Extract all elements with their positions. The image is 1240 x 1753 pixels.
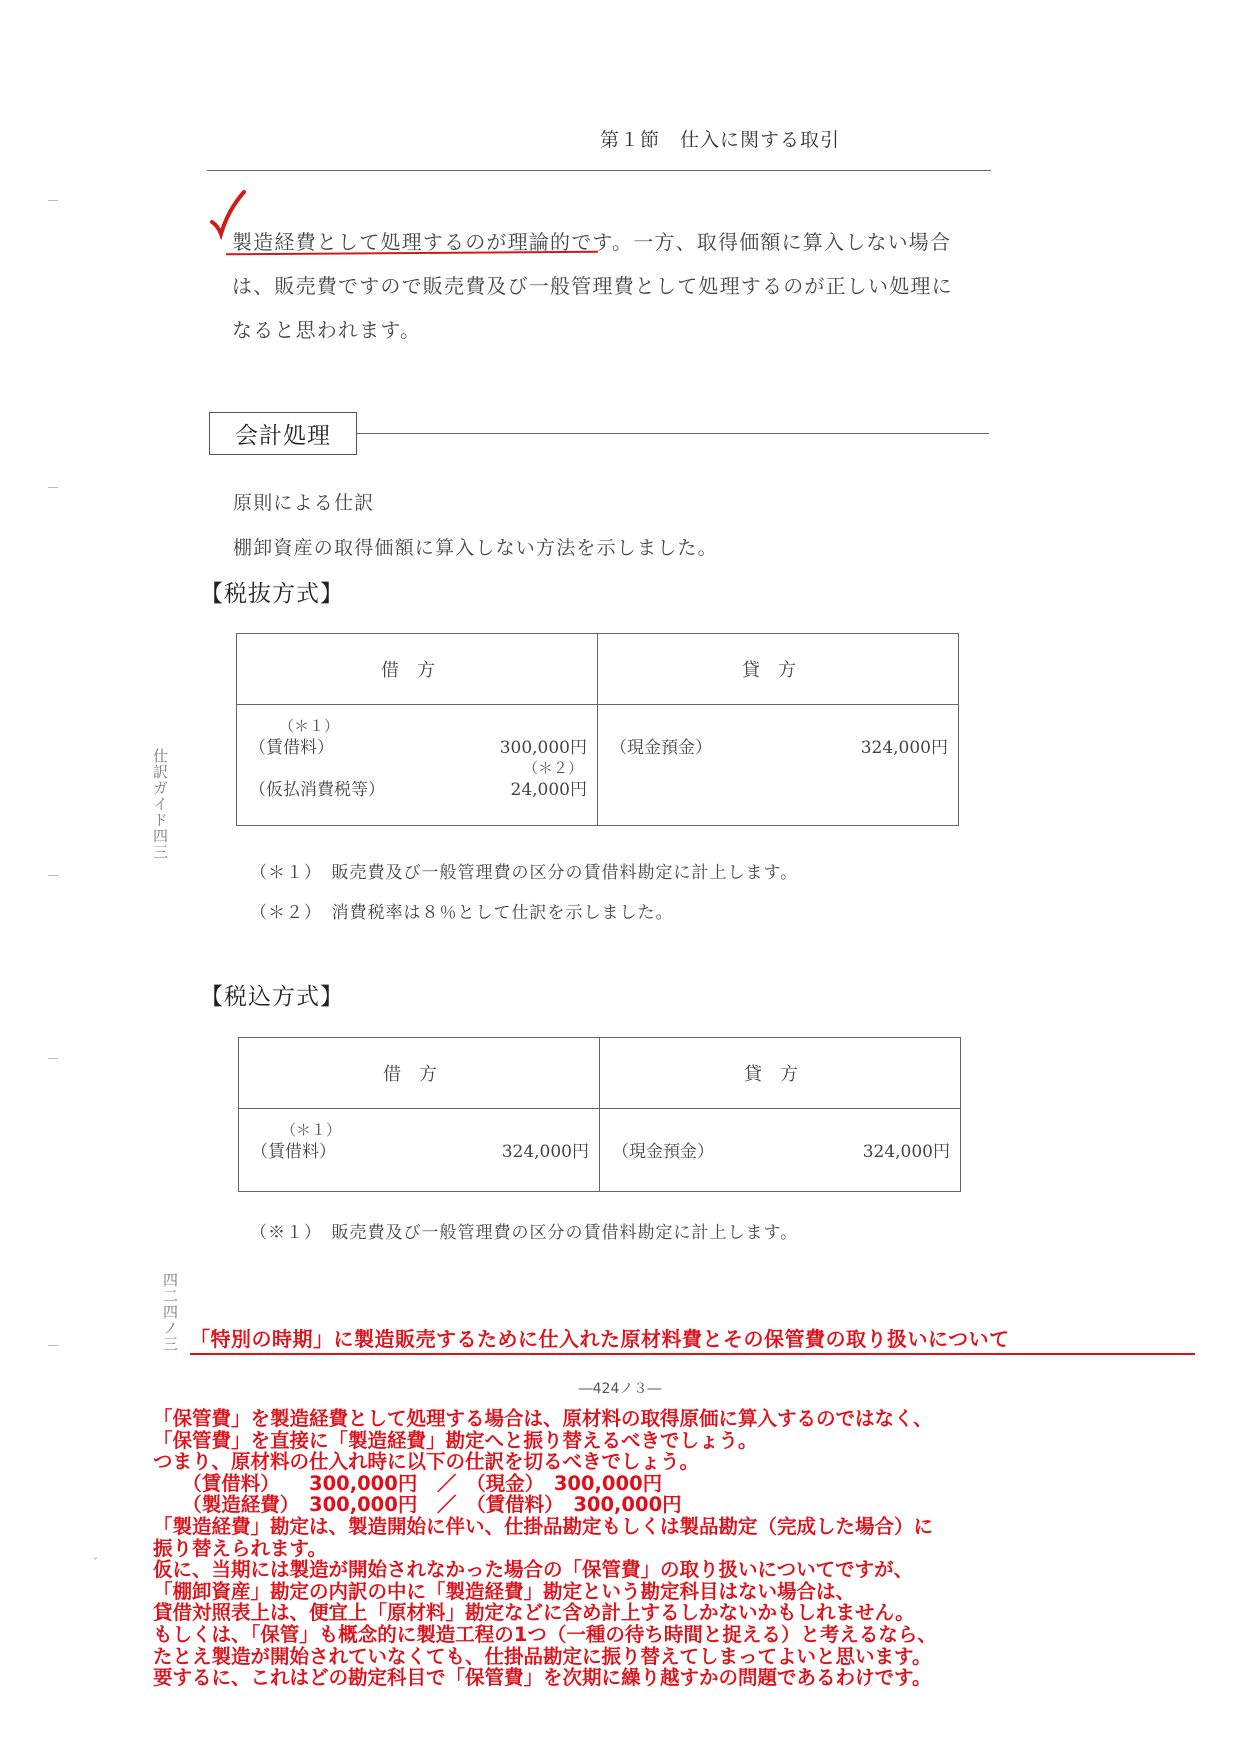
annotation-line: 「製造経費」勘定は、製造開始に伴い、仕掛品勘定もしくは製品勘定（完成した場合）に <box>153 1514 934 1538</box>
section-divider <box>357 433 989 434</box>
annotation-line: 振り替えられます。 <box>153 1536 327 1560</box>
debit-cell <box>239 1109 600 1192</box>
debit-cell <box>237 705 598 826</box>
amount: 300,000円 <box>499 738 587 758</box>
margin-mark <box>48 1345 58 1346</box>
credit-cell <box>600 1109 961 1192</box>
section-heading: 第１節 仕入に関する取引 <box>599 129 840 151</box>
annotation-line: 仮に、当期には製造が開始されなかった場合の「保管費」の取り扱いについてですが、 <box>153 1558 914 1582</box>
footnote: （※１） 販売費及び一般管理費の区分の賃借料勘定に計上します。 <box>250 1223 799 1243</box>
footnote-mark: （＊２） <box>522 759 583 777</box>
account-name: （現金預金） <box>612 1142 714 1162</box>
annotation-line: 「棚卸資産」勘定の内訳の中に「製造経費」勘定という勘定科目はない場合は、 <box>153 1579 856 1603</box>
account-name: （仮払消費税等） <box>249 780 385 800</box>
account-name: （賃借料） <box>249 738 334 758</box>
journal-table-tax-inclusive <box>238 1037 961 1192</box>
annotation-line: （製造経費） 300,000円 ／ （賃借料） 300,000円 <box>153 1493 682 1517</box>
amount: 324,000円 <box>862 1142 950 1162</box>
journal-entry <box>251 1137 599 1161</box>
footnote-mark: （＊１） <box>281 1121 342 1139</box>
amount: 24,000円 <box>510 780 587 800</box>
journal-entry <box>612 1137 960 1161</box>
annotation-line: 「保管費」を直接に「製造経費」勘定へと振り替えるべきでしょう。 <box>153 1428 758 1452</box>
amount: 324,000円 <box>501 1142 589 1162</box>
credit-header: 貸方 <box>598 634 959 705</box>
journal-entry <box>249 775 597 799</box>
intro-text: 原則による仕訳 <box>233 492 375 514</box>
margin-mark <box>48 875 58 876</box>
paragraph-line: なると思われます。 <box>232 318 422 342</box>
margin-mark <box>48 1058 58 1059</box>
scan-speck: ˇ <box>93 1558 98 1569</box>
credit-header: 貸方 <box>600 1038 961 1109</box>
account-name: （現金預金） <box>610 738 712 758</box>
annotation-line: つまり、原材料の仕入れ時に以下の仕訳を切るべきでしょう。 <box>153 1450 700 1474</box>
journal-entry <box>249 733 597 757</box>
page-number: ―424ノ３― <box>578 1381 662 1397</box>
annotation-line: 要するに、これはどの勘定科目で「保管費」を次期に繰り越すかの問題であるわけです。 <box>153 1666 932 1690</box>
paragraph-line: は、販売費ですので販売費及び一般管理費として処理するのが正しい処理に <box>232 274 953 298</box>
annotation-title-underline <box>190 1353 1195 1355</box>
margin-mark <box>48 487 58 488</box>
annotation-body <box>153 1408 1193 1689</box>
footnote: （＊１） 販売費及び一般管理費の区分の賃借料勘定に計上します。 <box>250 863 799 883</box>
method-heading-tax-exclusive: 【税抜方式】 <box>200 581 344 607</box>
debit-header: 借方 <box>237 634 598 705</box>
footnote-mark: （＊１） <box>279 717 340 735</box>
annotation-title: 「特別の時期」に製造販売するために仕入れた原材料費とその保管費の取り扱いについて <box>190 1327 1010 1351</box>
paragraph-line: 製造経費として処理するのが理論的です。一方、取得価額に算入しない場合 <box>232 230 952 254</box>
annotation-line: 貸借対照表上は、便宜上「原材料」勘定などに含め計上するしかないかもしれません。 <box>153 1601 915 1625</box>
amount: 324,000円 <box>860 738 948 758</box>
debit-header: 借方 <box>239 1038 600 1109</box>
margin-mark <box>48 200 58 201</box>
method-heading-tax-inclusive: 【税込方式】 <box>200 984 344 1010</box>
account-name: （賃借料） <box>251 1142 336 1162</box>
side-label-guide: 仕訳ガイド四三 <box>151 748 169 860</box>
annotation-line: （賃借料） 300,000円 ／ （現金） 300,000円 <box>153 1471 663 1495</box>
side-label-page: 四二四ノ三 <box>161 1272 179 1352</box>
credit-cell <box>598 705 959 826</box>
annotation-line: 「保管費」を製造経費として処理する場合は、原材料の取得原価に算入するのではなく、 <box>153 1407 933 1430</box>
header-divider <box>207 170 991 171</box>
section-title-box: 会計処理 <box>209 412 357 455</box>
journal-table-tax-exclusive <box>236 633 959 826</box>
intro-text: 棚卸資産の取得価額に算入しない方法を示しました。 <box>233 537 718 559</box>
annotation-line: もしくは、「保管」も概念的に製造工程の1つ（一種の待ち時間と捉える）と考えるなら、 <box>153 1622 937 1646</box>
journal-entry <box>610 733 958 757</box>
annotation-line: たとえ製造が開始されていなくても、仕掛品勘定に振り替えてしまってよいと思います。 <box>153 1644 932 1668</box>
footnote: （＊２） 消費税率は８％として仕訳を示しました。 <box>250 903 674 923</box>
